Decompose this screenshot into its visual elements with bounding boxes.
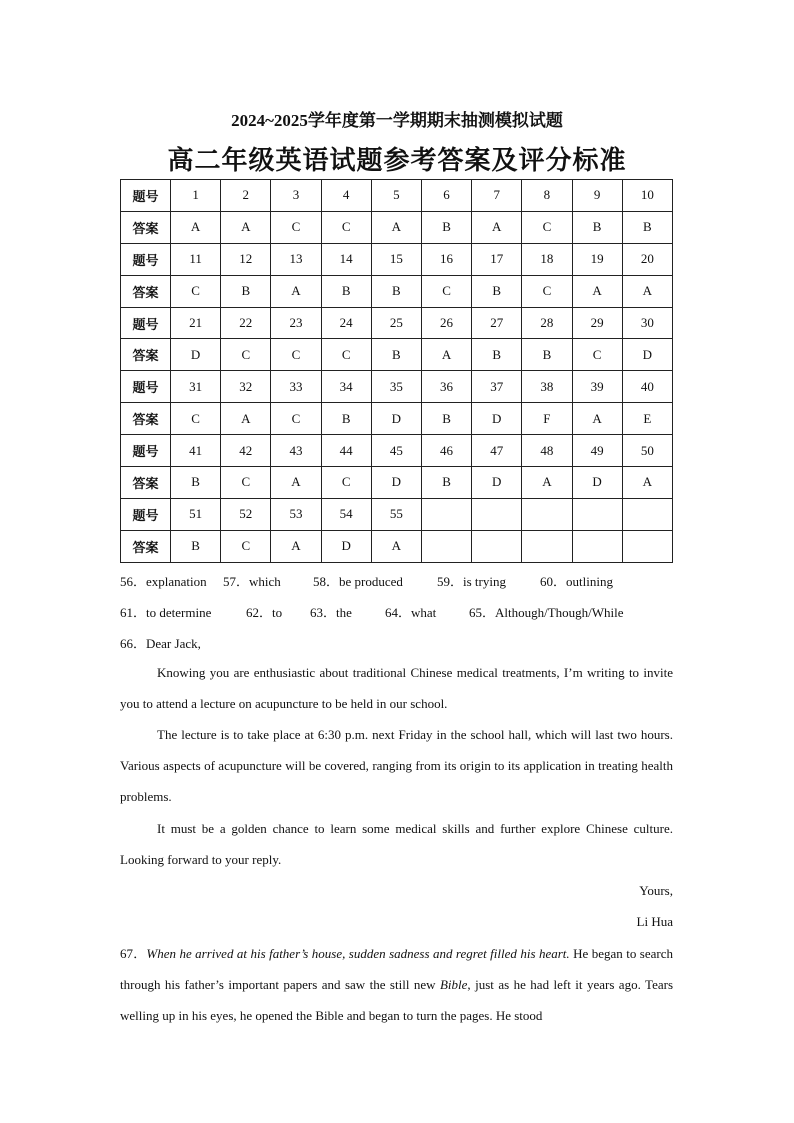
answer-cell: C — [321, 211, 371, 243]
letter-paragraph-2 — [120, 719, 673, 813]
row-label-answer: 答案 — [121, 467, 171, 499]
question-number-cell: 34 — [321, 371, 371, 403]
cloze-answer: 64．what — [385, 605, 437, 620]
question-number-cell: 32 — [221, 371, 271, 403]
story-given-sentence: When he arrived at his father’s house, sudden sadness and regret filled his heart. — [146, 946, 570, 961]
question-number-cell: 50 — [622, 435, 672, 467]
story-number: 67． — [120, 946, 147, 961]
question-number-cell: 3 — [271, 180, 321, 212]
answer-cell: B — [421, 211, 471, 243]
answer-cell: C — [271, 403, 321, 435]
story-text: He began to search through his father’s important papers and saw the still new — [120, 946, 673, 993]
answer-cell: A — [572, 403, 622, 435]
story-text: , just as he had left it years ago. Tears welling up in his eyes, he opened the Bible and began to turn the pages. He stood — [120, 977, 673, 1024]
cloze-answer: 60．outlining — [540, 574, 613, 589]
question-number-cell: 5 — [371, 180, 421, 212]
question-number-cell: 27 — [472, 307, 522, 339]
answer-cell: B — [622, 211, 672, 243]
answer-row — [121, 530, 673, 562]
answer-cell: D — [171, 339, 221, 371]
answer-cell: A — [221, 403, 271, 435]
question-number-cell — [522, 498, 572, 530]
question-number-cell: 38 — [522, 371, 572, 403]
question-number-cell: 44 — [321, 435, 371, 467]
answer-cell — [522, 530, 572, 562]
answer-cell: C — [421, 275, 471, 307]
answer-cell: D — [321, 530, 371, 562]
answer-cell: A — [572, 275, 622, 307]
question-number-cell: 52 — [221, 498, 271, 530]
letter-paragraph-text: The lecture is to take place at 6:30 p.m. next Friday in the school hall, which will last two hours. Various aspects of acupuncture will be covered, ranging from its origin to its application in treating health problems. — [120, 727, 673, 805]
answer-row — [121, 403, 673, 435]
question-number-cell: 8 — [522, 180, 572, 212]
cloze-answers-line-2 — [120, 602, 624, 621]
answer-cell: A — [221, 211, 271, 243]
row-label-question-number: 题号 — [121, 307, 171, 339]
letter-paragraph-text: It must be a golden chance to learn some medical skills and further explore Chinese culture. Looking forward to your reply. — [120, 821, 673, 868]
question-number-cell: 11 — [171, 243, 221, 275]
exam-subtitle: 2024~2025学年度第一学期期末抽测模拟试题 — [231, 111, 563, 130]
question-number-cell: 17 — [472, 243, 522, 275]
answer-cell: B — [321, 275, 371, 307]
answer-cell: C — [522, 275, 572, 307]
answer-cell: C — [221, 530, 271, 562]
answer-cell: D — [622, 339, 672, 371]
answer-cell — [572, 530, 622, 562]
answer-cell: F — [522, 403, 572, 435]
question-number-cell: 30 — [622, 307, 672, 339]
question-number-row — [121, 498, 673, 530]
answer-cell: C — [171, 403, 221, 435]
answer-cell: A — [271, 275, 321, 307]
answer-cell: C — [221, 467, 271, 499]
row-label-question-number: 题号 — [121, 243, 171, 275]
answer-cell: B — [221, 275, 271, 307]
answer-cell: A — [371, 530, 421, 562]
answer-cell: A — [421, 339, 471, 371]
question-number-cell: 2 — [221, 180, 271, 212]
question-number-cell — [622, 498, 672, 530]
answer-cell: A — [371, 211, 421, 243]
answer-row — [121, 339, 673, 371]
question-number-cell: 39 — [572, 371, 622, 403]
cloze-answer: 61．to determine — [120, 605, 212, 620]
answer-cell: C — [171, 275, 221, 307]
question-number-cell: 47 — [472, 435, 522, 467]
question-number-cell: 36 — [421, 371, 471, 403]
answer-cell: B — [171, 467, 221, 499]
answer-cell: A — [271, 530, 321, 562]
question-number-cell: 19 — [572, 243, 622, 275]
answer-cell: A — [622, 275, 672, 307]
question-number-cell: 40 — [622, 371, 672, 403]
question-number-cell: 28 — [522, 307, 572, 339]
answer-row — [121, 275, 673, 307]
question-number-cell: 48 — [522, 435, 572, 467]
question-number-cell: 54 — [321, 498, 371, 530]
question-number-cell: 15 — [371, 243, 421, 275]
answer-cell: E — [622, 403, 672, 435]
answer-cell — [622, 530, 672, 562]
answer-cell: A — [472, 211, 522, 243]
letter-paragraph-1 — [120, 657, 673, 719]
letter-signature: Li Hua — [636, 914, 673, 929]
question-number-cell: 26 — [421, 307, 471, 339]
question-number-cell: 20 — [622, 243, 672, 275]
question-number-cell: 29 — [572, 307, 622, 339]
answer-cell: C — [271, 339, 321, 371]
question-number-cell: 37 — [472, 371, 522, 403]
question-number-cell: 55 — [371, 498, 421, 530]
answer-cell: A — [622, 467, 672, 499]
question-number-cell: 49 — [572, 435, 622, 467]
row-label-answer: 答案 — [121, 403, 171, 435]
row-label-answer: 答案 — [121, 339, 171, 371]
answer-cell: C — [321, 467, 371, 499]
answer-cell: C — [522, 211, 572, 243]
question-number-cell: 43 — [271, 435, 321, 467]
answer-cell — [472, 530, 522, 562]
question-number-cell: 25 — [371, 307, 421, 339]
question-number-cell: 41 — [171, 435, 221, 467]
cloze-answers-line-1 — [120, 571, 613, 590]
question-number-cell: 1 — [171, 180, 221, 212]
row-label-answer: 答案 — [121, 211, 171, 243]
answer-row — [121, 467, 673, 499]
question-number-cell: 6 — [421, 180, 471, 212]
answer-cell: B — [472, 339, 522, 371]
answer-cell: C — [221, 339, 271, 371]
question-number-cell: 45 — [371, 435, 421, 467]
question-number-cell — [572, 498, 622, 530]
question-number-cell: 42 — [221, 435, 271, 467]
question-number-cell: 16 — [421, 243, 471, 275]
answer-cell — [421, 530, 471, 562]
letter-greeting: 66．Dear Jack, — [120, 636, 201, 651]
row-label-question-number: 题号 — [121, 180, 171, 212]
question-number-cell: 9 — [572, 180, 622, 212]
answer-cell: B — [371, 339, 421, 371]
answer-cell: B — [572, 211, 622, 243]
answer-cell: B — [522, 339, 572, 371]
question-number-cell: 4 — [321, 180, 371, 212]
question-number-cell: 24 — [321, 307, 371, 339]
cloze-answer: 57．which — [223, 574, 281, 589]
answer-cell: A — [271, 467, 321, 499]
question-number-cell: 35 — [371, 371, 421, 403]
answer-cell: A — [171, 211, 221, 243]
answer-row — [121, 211, 673, 243]
question-number-cell — [421, 498, 471, 530]
cloze-answer: 65．Although/Though/While — [469, 605, 624, 620]
row-label-answer: 答案 — [121, 530, 171, 562]
question-number-cell: 10 — [622, 180, 672, 212]
answer-cell: D — [371, 467, 421, 499]
question-number-cell: 46 — [421, 435, 471, 467]
question-number-cell: 23 — [271, 307, 321, 339]
question-number-cell: 18 — [522, 243, 572, 275]
cloze-answer: 59．is trying — [437, 574, 506, 589]
question-number-row — [121, 371, 673, 403]
question-number-row — [121, 435, 673, 467]
cloze-answer: 63．the — [310, 605, 352, 620]
question-number-cell: 31 — [171, 371, 221, 403]
letter-paragraph-3 — [120, 813, 673, 875]
question-number-cell: 14 — [321, 243, 371, 275]
answer-cell: B — [171, 530, 221, 562]
question-number-cell: 13 — [271, 243, 321, 275]
cloze-answer: 58．be produced — [313, 574, 403, 589]
question-number-row — [121, 180, 673, 212]
answer-table — [120, 179, 673, 563]
question-number-cell: 7 — [472, 180, 522, 212]
row-label-answer: 答案 — [121, 275, 171, 307]
question-number-row — [121, 307, 673, 339]
answer-cell: B — [421, 403, 471, 435]
question-number-cell — [472, 498, 522, 530]
answer-cell: B — [421, 467, 471, 499]
story-bible-word: Bible — [439, 977, 468, 993]
answer-cell: C — [271, 211, 321, 243]
row-label-question-number: 题号 — [121, 371, 171, 403]
answer-cell: D — [472, 467, 522, 499]
answer-cell: B — [321, 403, 371, 435]
question-number-cell: 53 — [271, 498, 321, 530]
page-title: 高二年级英语试题参考答案及评分标准 — [167, 146, 627, 175]
answer-cell: A — [522, 467, 572, 499]
answer-cell: D — [572, 467, 622, 499]
row-label-question-number: 题号 — [121, 435, 171, 467]
cloze-answer: 56．explanation — [120, 574, 207, 589]
question-number-cell: 21 — [171, 307, 221, 339]
letter-paragraph-text: Knowing you are enthusiastic about traditional Chinese medical treatments, I’m writing to invite you to attend a lecture on acupuncture to be held in our school. — [120, 665, 673, 712]
answer-cell: D — [472, 403, 522, 435]
question-number-cell: 12 — [221, 243, 271, 275]
letter-closing: Yours, — [639, 883, 673, 898]
answer-cell: B — [472, 275, 522, 307]
story-continuation — [120, 938, 673, 1032]
question-number-cell: 51 — [171, 498, 221, 530]
answer-cell: C — [572, 339, 622, 371]
cloze-answer: 62．to — [246, 605, 283, 620]
question-number-cell: 33 — [271, 371, 321, 403]
answer-cell: C — [321, 339, 371, 371]
question-number-row — [121, 243, 673, 275]
question-number-cell: 22 — [221, 307, 271, 339]
answer-cell: B — [371, 275, 421, 307]
answer-cell: D — [371, 403, 421, 435]
row-label-question-number: 题号 — [121, 498, 171, 530]
